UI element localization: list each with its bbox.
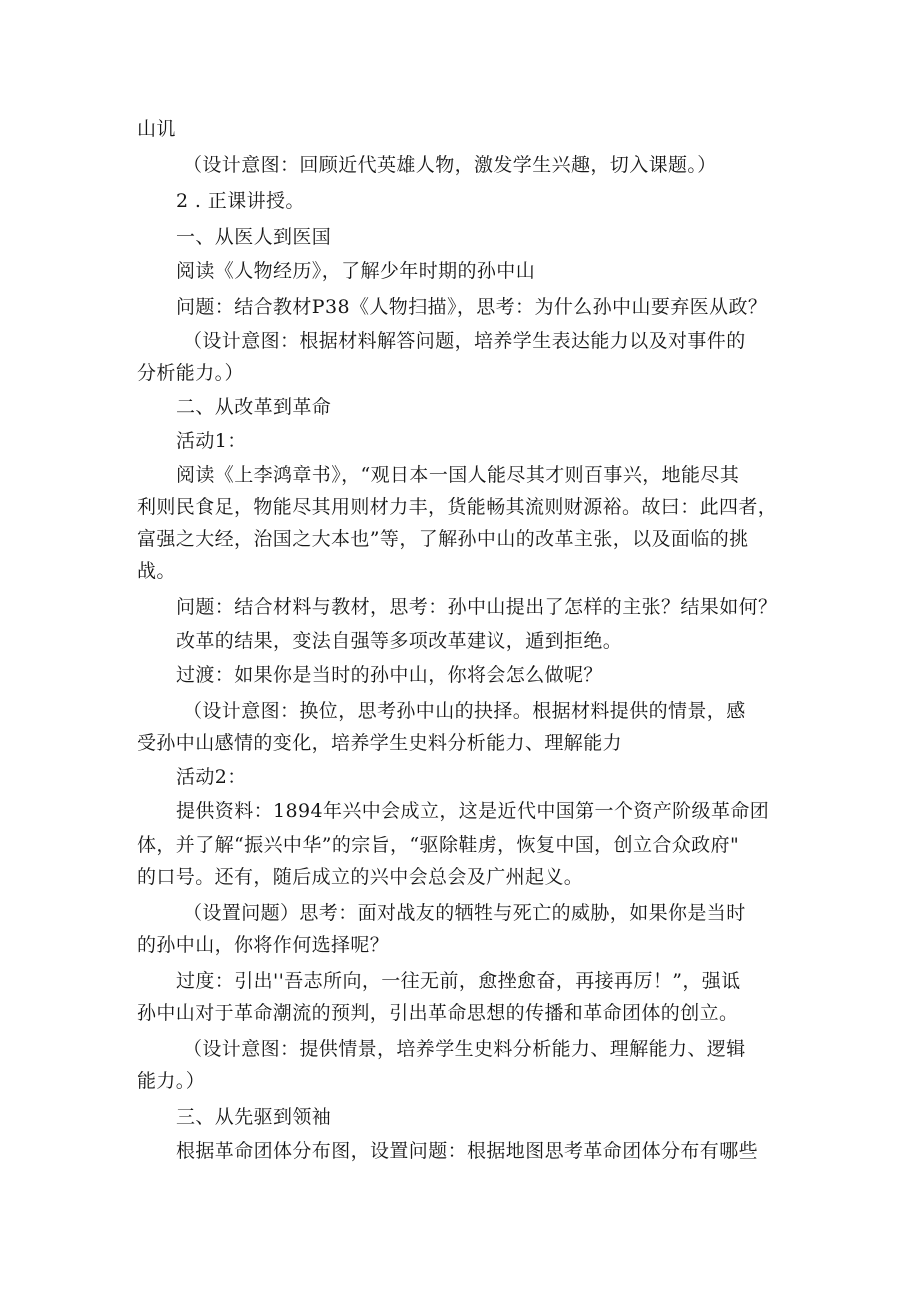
text-line: 问题：结合材料与教材，思考：孙中山提出了怎样的主张？结果如何？ — [176, 596, 778, 618]
section-heading: 三、从先驱到领袖 — [176, 1106, 332, 1128]
text-line: 2 . 正课讲授。 — [176, 190, 305, 212]
text-line: 活动2： — [176, 766, 247, 788]
text-line: 山讥 — [137, 118, 176, 140]
text-line: 过渡：如果你是当时的孙中山，你将会怎么做呢？ — [176, 664, 603, 686]
text-line: 过度：引出''吾志所向，一往无前，愈挫愈奋，再接再厉！”，强诋 — [176, 970, 741, 992]
section-heading: 一、从医人到医国 — [176, 226, 332, 248]
text-line: （设计意图：提供情景，培养学生史料分析能力、理解能力、逻辑 — [183, 1038, 746, 1060]
text-line: 改革的结果，变法自强等多项改革建议，遁到拒绝。 — [176, 630, 623, 652]
text-line: 的孙中山，你将作何选择呢？ — [137, 934, 390, 956]
text-line: 活动1： — [176, 430, 247, 452]
text-line: 受孙中山感情的变化，培养学生史料分析能力、理解能力 — [137, 732, 623, 754]
text-line: 孙中山对于革命潮流的预判，引出革命思想的传播和革命团体的创立。 — [137, 1002, 739, 1024]
text-line: （设计意图：根据材料解答问题，培养学生表达能力以及对事件的 — [183, 330, 746, 352]
text-line: 根据革命团体分布图，设置问题：根据地图思考革命团体分布有哪些 — [176, 1140, 759, 1162]
section-heading: 二、从改革到革命 — [176, 396, 332, 418]
text-line: （设计意图：回顾近代英雄人物，激发学生兴趣，切入课题。） — [183, 154, 717, 176]
text-line: 提供资料：1894年兴中会成立，这是近代中国第一个资产阶级革命团 — [176, 800, 770, 822]
text-line: 体，并了解“振兴中华”的宗旨，“驱除鞋虏，恢复中国，创立合众政府" — [137, 834, 740, 856]
text-line: 阅读《人物经历》，了解少年时期的孙中山 — [176, 260, 536, 282]
text-line: 富强之大经，治国之大本也”等，了解孙中山的改革主张，以及面临的挑 — [137, 528, 749, 550]
text-line: （设置问题）思考：面对战友的牺牲与死亡的威胁，如果你是当时 — [183, 902, 746, 924]
text-line: 的口号。还有，随后成立的兴中会总会及广州起义。 — [137, 866, 584, 888]
text-line: 战。 — [137, 560, 176, 582]
text-line: 问题：结合教材P38《人物扫描》，思考：为什么孙中山要弃医从政？ — [176, 296, 768, 318]
text-line: 分析能力。） — [137, 362, 244, 384]
text-line: 能力。） — [137, 1070, 206, 1092]
text-line: 阅读《上李鸿章书》，“观日本一国人能尽其才则百事兴，地能尽其 — [176, 464, 740, 486]
text-line: 利则民食足，物能尽其用则材力丰，货能畅其流则财源裕。故曰：此四者， — [137, 496, 778, 518]
text-line: （设计意图：换位，思考孙中山的抉择。根据材料提供的情景，感 — [183, 700, 746, 722]
